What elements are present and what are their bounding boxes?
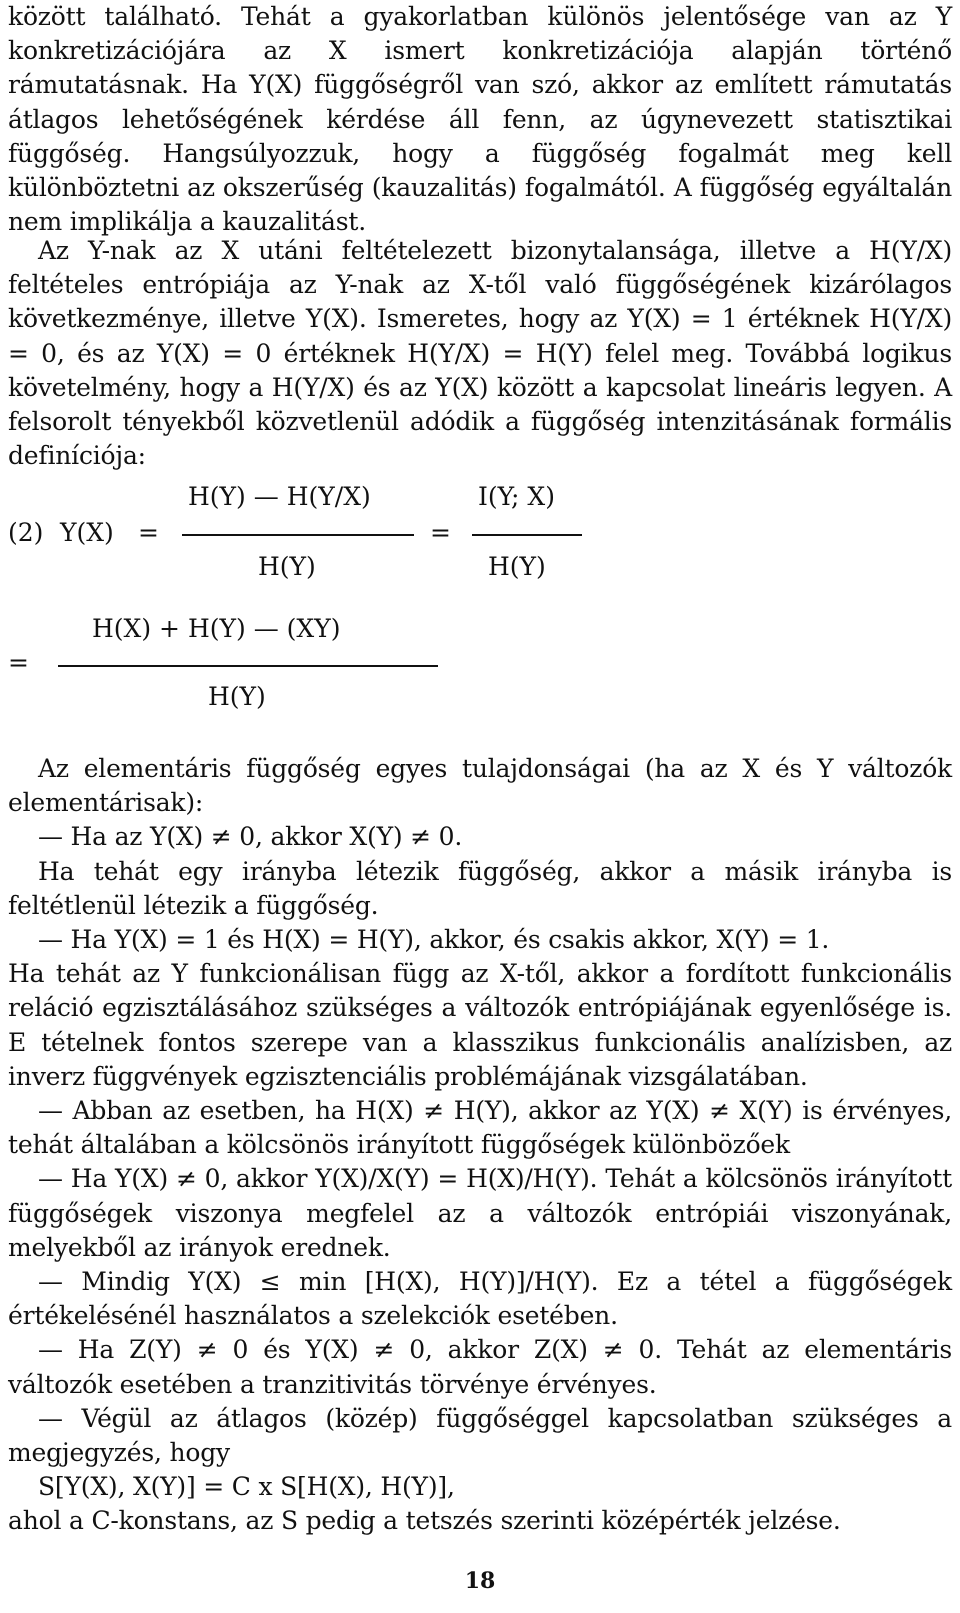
fraction-numerator: H(Y) — H(Y/X) [188, 482, 371, 511]
equals-sign: = [8, 648, 29, 677]
equals-sign: = [430, 518, 451, 547]
paragraph: Ha tehát az Y funkcionálisan függ az X-től, akkor a fordított funkcionális reláció egzisztálásához szükséges a változók entrópiájának egyenlősége is. E tételnek fontos szerepe van a klasszikus funkcionális analízisben, az inverz függvények egzisztenciális problémájának vizsgálatában. [8, 959, 952, 1091]
fraction-bar [182, 534, 414, 536]
paragraph: Az Y-nak az X utáni feltételezett bizonytalansága, illetve a H(Y/X) feltételes entrópiája az Y-nak az X-től való függőségének kizárólagos következménye, illetve Y(X). Ismeretes, hogy az Y(X) = 1 értéknek H(Y/X) = 0, és az Y(X) = 0 értéknek H(Y/X) = H(Y) felel meg. Továbbá logikus követelmény, hogy a H(Y/X) és az Y(X) között a kapcsolat lineáris legyen. A felsorolt tényekből közvetlenül adódik a függőség intenzitásának formális definíciója: [8, 236, 952, 471]
property-item: — Ha Y(X) ≠ 0, akkor Y(X)/X(Y) = H(X)/H(Y). Tehát a kölcsönös irányított függőségek viszonya megfelel az a változók entrópiái viszonyának, melyekből az irányok erednek. [8, 1164, 952, 1262]
property-item: — Abban az esetben, ha H(X) ≠ H(Y), akkor az Y(X) ≠ X(Y) is érvényes, tehát általában a kölcsönös irányított függőségek különbözőek [8, 1096, 952, 1160]
formula-label: (2) [8, 518, 44, 547]
fraction-denominator: H(Y) [208, 682, 266, 711]
fraction-bar [58, 665, 438, 667]
paragraph: Az elementáris függőség egyes tulajdonságai (ha az X és Y változók elementárisak): [8, 754, 952, 818]
property-item: — Végül az átlagos (közép) függőséggel kapcsolatban szükséges a megjegyzés, hogy [8, 1403, 952, 1468]
paragraph: Ha tehát egy irányba létezik függőség, akkor a másik irányba is feltétlenül létezik a függőség. [8, 856, 952, 920]
equals-sign: = [138, 518, 159, 547]
paragraph: között található. Tehát a gyakorlatban különös jelentősége van az Y konkretizációjára az X ismert konkretizációja alapján történő rámutatásnak. Ha Y(X) függőségről van szó, akkor az említett rámutatás átlagos lehetőségének kérdése áll fenn, az úgynevezett statisztikai függőség. Hangsúlyozzuk, hogy a függőség fogalmát meg kell különböztetni az okszerűség (kauzalitás) fogalmától. A függőség egyáltalán nem implikálja a kauzalitást. [8, 2, 952, 237]
formula-lhs: Y(X) [60, 518, 114, 547]
fraction-numerator: I(Y; X) [478, 482, 555, 511]
fraction-numerator: H(X) + H(Y) — (XY) [92, 614, 341, 643]
property-item: — Ha Z(Y) ≠ 0 és Y(X) ≠ 0, akkor Z(X) ≠ 0. Tehát az elementáris változók esetében a tranzitivitás törvénye érvényes. [8, 1335, 952, 1399]
paragraph: ahol a C-konstans, az S pedig a tetszés szerinti középérték jelzése. [8, 1506, 841, 1536]
bottom-text-block [8, 752, 952, 1539]
fraction-denominator: H(Y) [488, 552, 546, 581]
formula-line: S[Y(X), X(Y)] = C x S[H(X), H(Y)], [38, 1472, 455, 1502]
page-number: 18 [464, 1568, 496, 1594]
top-text-block [8, 0, 952, 239]
fraction-denominator: H(Y) [258, 552, 316, 581]
property-item: — Mindig Y(X) ≤ min [H(X), H(Y)]/H(Y). Ez a tétel a függőségek értékelésénél használatos a szelekciók esetében. [8, 1267, 952, 1331]
property-item: — Ha Y(X) = 1 és H(X) = H(Y), akkor, és csakis akkor, X(Y) = 1. [38, 925, 830, 955]
property-item: — Ha az Y(X) ≠ 0, akkor X(Y) ≠ 0. [38, 822, 463, 852]
fraction-bar [472, 534, 582, 536]
middle-text-block [8, 234, 952, 473]
